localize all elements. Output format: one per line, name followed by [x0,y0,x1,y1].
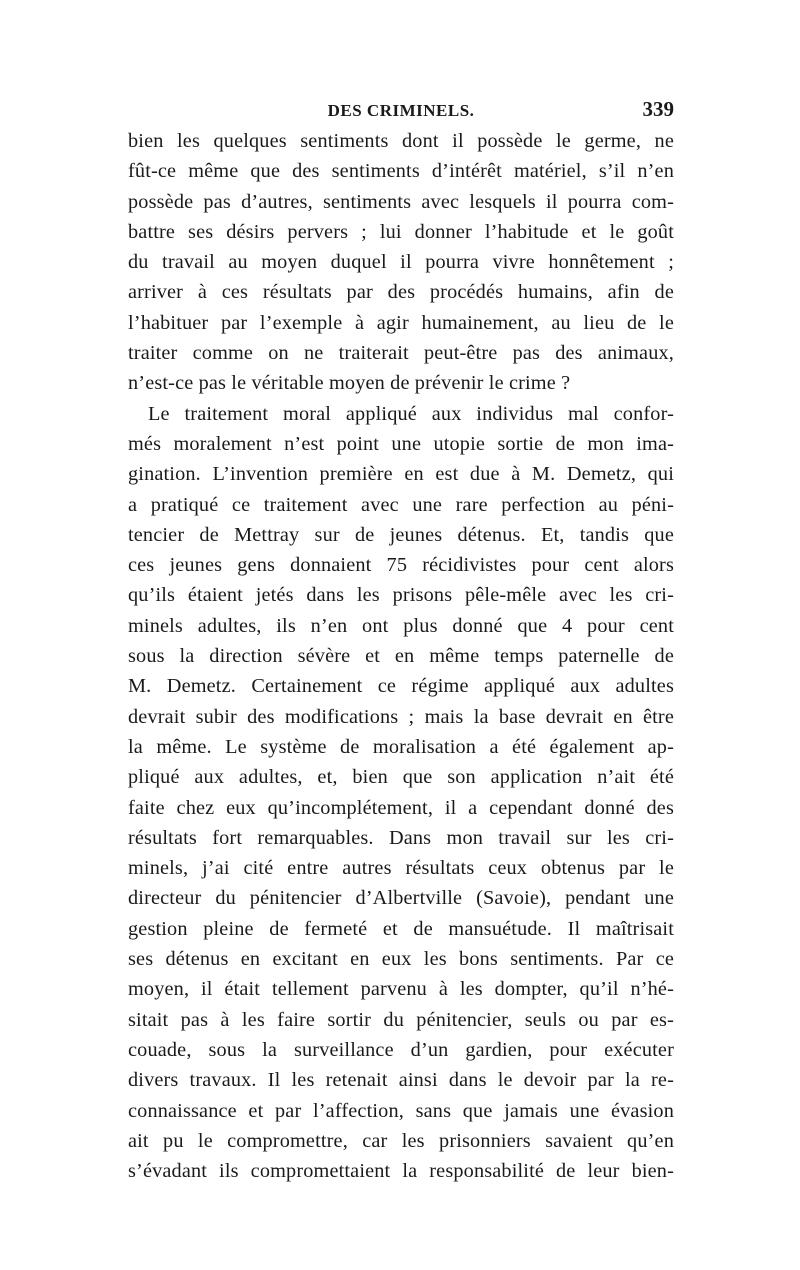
text-line: Le traitement moral appliqué aux individus mal confor- [148,402,674,425]
text-line: faite chez eux qu’incomplétement, il a cependant donné des [128,796,674,819]
text-line: la même. Le système de moralisation a été également ap- [128,735,674,758]
running-title: DES CRIMINELS. [327,101,475,120]
text-line: ses détenus en excitant en eux les bons sentiments. Par ce [128,948,674,971]
text-line: més moralement n’est point une utopie sortie de mon ima- [128,432,674,455]
text-line: a pratiqué ce traitement avec une rare perfection au péni- [128,493,674,516]
text-line: M. Demetz. Certainement ce régime appliqué aux adultes [128,675,674,698]
text-line: tencier de Mettray sur de jeunes détenus. Et, tandis que [128,523,674,546]
running-head [128,97,674,125]
text-line: qu’ils étaient jetés dans les prisons pêle-mêle avec les cri- [128,584,674,607]
text-line: possède pas d’autres, sentiments avec lesquels il pourra com- [128,190,674,213]
text-line: minels adultes, ils n’en ont plus donné que 4 pour cent [128,614,674,637]
text-line: bien les quelques sentiments dont il possède le germe, ne [128,130,674,152]
text-line: n’est-ce pas le véritable moyen de prévenir le crime ? [128,372,571,395]
text-line: pliqué aux adultes, et, bien que son application n’ait été [128,766,674,789]
text-line: ait pu le compromettre, car les prisonniers savaient qu’en [128,1129,674,1152]
body-text [128,126,674,1186]
text-line: traiter comme on ne traiterait peut-être pas des animaux, [128,342,674,365]
text-line: divers travaux. Il les retenait ainsi dans le devoir par la re- [128,1069,674,1092]
text-line: fût-ce même que des sentiments d’intérêt matériel, s’il n’en [128,160,674,183]
text-line: arriver à ces résultats par des procédés humains, afin de [128,281,674,304]
text-line: sitait pas à les faire sortir du pénitencier, seuls ou par es- [128,1008,674,1031]
text-line: couade, sous la surveillance d’un gardien, pour exécuter [128,1038,674,1061]
text-line: ces jeunes gens donnaient 75 récidivistes pour cent alors [128,554,674,577]
paragraph-1 [128,126,674,399]
text-line: résultats fort remarquables. Dans mon travail sur les cri- [128,826,674,849]
text-line: directeur du pénitencier d’Albertville (Savoie), pendant une [128,887,674,910]
text-line: sous la direction sévère et en même temps paternelle de [128,645,674,668]
text-line: s’évadant ils compromettaient la responsabilité de leur bien- [128,1160,674,1183]
text-line: minels, j’ai cité entre autres résultats ceux obtenus par le [128,857,674,880]
text-line: battre ses désirs pervers ; lui donner l’habitude et le goût [128,220,674,243]
text-line: gestion pleine de fermeté et de mansuétude. Il maîtrisait [128,917,674,940]
text-line: devrait subir des modifications ; mais la base devrait en être [128,705,674,728]
text-line: du travail au moyen duquel il pourra vivre honnêtement ; [128,251,674,274]
text-line: gination. L’invention première en est due à M. Demetz, qui [128,463,674,486]
page-number: 339 [642,97,674,121]
text-line: moyen, il était tellement parvenu à les dompter, qu’il n’hé- [128,978,674,1001]
text-line: l’habituer par l’exemple à agir humainement, au lieu de le [128,311,674,334]
paragraph-2 [128,399,674,1187]
text-line: connaissance et par l’affection, sans que jamais une évasion [128,1099,674,1122]
